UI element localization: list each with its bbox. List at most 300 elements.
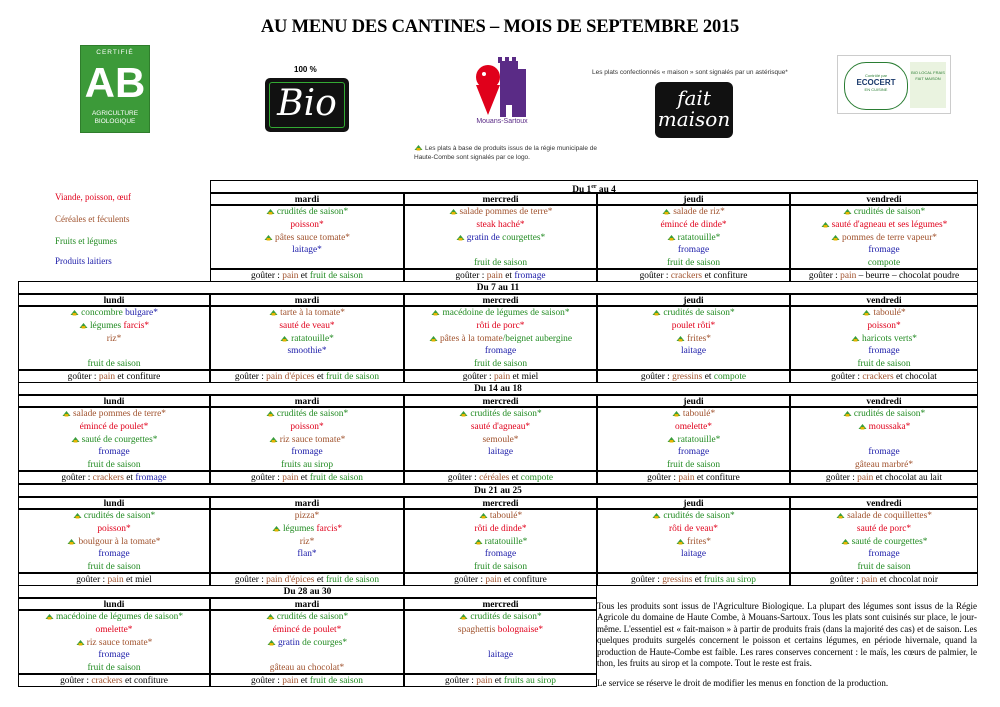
gouter-text: pain	[282, 270, 299, 281]
gouter-text: pain d'épices	[266, 371, 315, 382]
menu-line	[19, 345, 209, 358]
menu-item-text: fromage	[868, 245, 900, 256]
menu-item-text: concombre	[81, 308, 126, 319]
gouter-text: goûter :	[76, 574, 108, 585]
regie-leaf-icon	[70, 308, 79, 315]
menu-line	[211, 434, 403, 447]
gouter-text: pain	[485, 574, 502, 585]
mouans-sartoux-label: Mouans-Sartoux	[476, 118, 528, 125]
menu-line	[598, 446, 789, 459]
day-header: mardi	[210, 497, 404, 510]
gouter-cell	[404, 674, 597, 687]
day-menu	[790, 509, 978, 573]
day-menu	[790, 205, 978, 269]
gouter-text: goûter :	[251, 675, 283, 686]
menu-line	[19, 307, 209, 320]
menu-line	[19, 408, 209, 421]
menu-line	[791, 421, 977, 434]
menu-line	[19, 561, 209, 573]
gouter-text: gressins	[672, 371, 703, 382]
gouter-text: goûter :	[447, 472, 480, 483]
menu-line	[598, 257, 789, 269]
menu-line	[598, 320, 789, 333]
gouter-text: fruit de saison	[309, 675, 363, 686]
menu-line	[405, 662, 596, 674]
menu-line	[791, 232, 977, 245]
fm-line2: maison	[657, 107, 731, 131]
gouter-text: céréales	[479, 472, 510, 483]
gouter-text: et	[492, 675, 504, 686]
menu-item-text: gâteau au chocolat*	[269, 663, 345, 674]
menu-item-text: /beignet aubergine	[502, 333, 573, 344]
menu-line	[405, 333, 596, 346]
menu-line	[19, 523, 209, 536]
menu-line	[405, 320, 596, 333]
menu-line	[211, 307, 403, 320]
menu-line	[405, 548, 596, 561]
regie-leaf-icon	[264, 233, 273, 240]
regie-leaf-icon	[266, 207, 275, 214]
menu-item-text: fruit de saison	[87, 460, 141, 471]
menu-item-text: bulgare*	[125, 308, 158, 319]
menu-line	[19, 637, 209, 650]
menu-line	[598, 548, 789, 561]
day-header: vendredi	[790, 193, 978, 206]
menu-line	[19, 333, 209, 346]
day-menu	[597, 205, 790, 269]
menu-item-text: fromage	[868, 549, 900, 560]
menu-line	[211, 358, 403, 370]
ab-sub1: AGRICULTURE	[91, 110, 139, 117]
gouter-cell	[404, 471, 597, 484]
menu-line	[211, 523, 403, 536]
menu-line	[19, 611, 209, 624]
gouter-text: compote	[520, 472, 554, 483]
day-header: mercredi	[404, 497, 597, 510]
menu-line	[19, 662, 209, 674]
menu-item-text: crudités de saison*	[470, 612, 542, 623]
menu-line	[19, 536, 209, 549]
menu-item-text: fromage	[868, 346, 900, 357]
gouter-text: et	[298, 270, 310, 281]
menu-line	[405, 244, 596, 257]
gouter-text: et chocolat noir	[877, 574, 939, 585]
day-menu	[210, 407, 404, 471]
regie-note	[414, 144, 614, 162]
menu-line	[598, 358, 789, 370]
regie-leaf-icon	[456, 233, 465, 240]
day-menu	[790, 407, 978, 471]
mouans-sartoux-logo	[468, 55, 536, 135]
ecocert-small2: EN CUISINE	[864, 87, 888, 92]
regie-leaf-icon	[266, 409, 275, 416]
gouter-text: et chocolat	[893, 371, 937, 382]
gouter-text: fruit de saison	[325, 371, 380, 382]
menu-line	[598, 523, 789, 536]
menu-item-text: taboulé*	[873, 308, 906, 319]
menu-line	[405, 536, 596, 549]
menu-line	[791, 561, 977, 573]
menu-line	[405, 649, 596, 662]
menu-item-text: crudités de saison*	[853, 207, 926, 218]
day-menu	[597, 407, 790, 471]
menu-item-text: fruit de saison	[87, 663, 141, 674]
menu-item-text: riz*	[299, 536, 315, 547]
gouter-text: gressins	[662, 574, 693, 585]
week-header	[18, 382, 978, 395]
menu-line	[19, 548, 209, 561]
day-header: mardi	[210, 193, 404, 206]
ecocert-logo	[837, 55, 951, 114]
menu-item-text: laitage	[681, 549, 706, 560]
menu-item-text: steak haché*	[476, 220, 525, 231]
menu-line	[598, 510, 789, 523]
menu-line	[211, 624, 403, 637]
day-menu	[210, 306, 404, 370]
gouter-text: et confiture	[501, 574, 547, 585]
menu-item-text: laitage*	[292, 245, 322, 256]
menu-line	[19, 446, 209, 459]
menu-item-text: fromage	[98, 447, 130, 458]
menu-line	[791, 358, 977, 370]
mouans-sartoux-emblem-icon	[468, 55, 536, 117]
regie-leaf-icon	[843, 207, 852, 214]
gouter-cell	[210, 573, 404, 586]
menu-line	[405, 446, 596, 459]
regie-leaf-icon	[429, 334, 438, 341]
day-menu	[18, 306, 210, 370]
menu-line	[405, 219, 596, 232]
week-header	[210, 180, 978, 193]
menu-item-text: ratatouille*	[291, 333, 334, 344]
gouter-cell	[404, 370, 597, 383]
week-title: Du 21 au 25	[474, 486, 522, 496]
menu-line	[405, 345, 596, 358]
gouter-text: goûter :	[808, 270, 841, 281]
regie-leaf-icon	[652, 511, 661, 518]
menu-item-text: crudités de saison*	[663, 511, 735, 522]
gouter-text: goûter :	[462, 371, 494, 382]
menu-item-text: pommes de terre vapeur*	[841, 232, 937, 243]
menu-line	[791, 408, 977, 421]
regie-leaf-icon	[269, 435, 278, 442]
menu-line	[211, 662, 403, 674]
menu-line	[791, 244, 977, 257]
day-menu	[210, 509, 404, 573]
gouter-text: goûter :	[829, 574, 862, 585]
week-title: Du 7 au 11	[476, 283, 520, 293]
gouter-text: et miel	[510, 371, 539, 382]
gouter-text: goûter :	[61, 472, 93, 483]
regie-leaf-icon	[676, 334, 685, 341]
menu-item-text: gâteau marbré*	[854, 460, 914, 471]
gouter-cell	[210, 269, 404, 282]
gouter-text: pain	[493, 371, 511, 382]
regie-leaf-icon	[676, 537, 685, 544]
menu-item-text: fromage	[484, 549, 517, 560]
gouter-text: goûter :	[251, 270, 283, 281]
menu-item-text: omelette*	[95, 625, 133, 636]
regie-leaf-icon	[662, 207, 671, 214]
menu-line	[19, 649, 209, 662]
menu-line	[598, 307, 789, 320]
gouter-text: goûter :	[831, 371, 863, 382]
gouter-text: et	[509, 472, 521, 483]
regie-leaf-icon	[843, 409, 852, 416]
menu-item-text: riz sauce tomate*	[279, 434, 346, 445]
menu-line	[19, 624, 209, 637]
menu-line	[19, 421, 209, 434]
day-menu	[404, 610, 597, 674]
menu-item-text: poisson*	[97, 524, 131, 535]
day-header: mardi	[210, 598, 404, 611]
regie-leaf-icon	[62, 409, 71, 416]
menu-line	[598, 219, 789, 232]
menu-item-text: fruit de saison	[473, 258, 528, 269]
gouter-text: fruit de saison	[325, 574, 380, 585]
gouter-cell	[18, 674, 210, 687]
menu-line	[211, 320, 403, 333]
menu-line	[405, 523, 596, 536]
day-header: mardi	[210, 294, 404, 307]
menu-item-text: sauté de porc*	[856, 524, 912, 535]
menu-line	[211, 561, 403, 573]
gouter-cell	[18, 573, 210, 586]
legend-item: Produits laitiers	[55, 256, 112, 266]
gouter-cell	[404, 573, 597, 586]
gouter-text: et confiture	[702, 270, 748, 281]
menu-line	[405, 434, 596, 447]
menu-item-text: semoule*	[482, 434, 519, 445]
gouter-text: goûter :	[445, 675, 477, 686]
menu-line	[598, 333, 789, 346]
day-header: mercredi	[404, 193, 597, 206]
menu-item-text: légumes	[282, 524, 317, 535]
menu-item-text: haricots verts*	[862, 333, 917, 344]
gouter-cell	[18, 370, 210, 383]
gouter-text: et	[692, 574, 704, 585]
menu-item-text: gratin	[277, 637, 300, 648]
gouter-text: goûter :	[825, 472, 858, 483]
menu-line	[211, 421, 403, 434]
regie-leaf-icon	[76, 638, 85, 645]
regie-leaf-icon	[272, 524, 281, 531]
gouter-text: pain	[861, 574, 878, 585]
menu-line	[19, 434, 209, 447]
gouter-cell	[210, 370, 404, 383]
gouter-text: fruit de saison	[309, 472, 363, 483]
menu-item-text: bolognaise*	[497, 625, 544, 636]
menu-item-text: fruit de saison	[87, 562, 141, 573]
menu-item-text: taboulé*	[682, 409, 716, 420]
menu-line	[211, 649, 403, 662]
bio-logo-text: Bio	[277, 83, 337, 124]
menu-line	[211, 333, 403, 346]
gouter-text: pain	[486, 270, 503, 281]
regie-leaf-icon	[267, 638, 276, 645]
regie-leaf-icon	[652, 308, 661, 315]
gouter-text: et confiture	[115, 371, 161, 382]
menu-line	[405, 637, 596, 650]
menu-item-text: spaghettis	[457, 625, 498, 636]
day-menu	[210, 610, 404, 674]
gouter-text: pain	[98, 371, 116, 382]
regie-leaf-icon	[280, 334, 289, 341]
regie-leaf-icon	[851, 334, 860, 341]
menu-item-text: laitage	[488, 650, 513, 661]
menu-item-text: courgettes*	[502, 232, 546, 243]
menu-item-text: fruit de saison	[857, 359, 911, 370]
menu-line	[405, 257, 596, 269]
ecocert-right-panel	[910, 62, 946, 108]
menu-line	[405, 510, 596, 523]
day-header: jeudi	[597, 193, 790, 206]
menu-item-text: macédoine de légumes de saison*	[442, 308, 570, 319]
gouter-cell	[597, 370, 790, 383]
menu-item-text: omelette*	[675, 422, 712, 433]
day-menu	[790, 306, 978, 370]
menu-item-text: fruit de saison	[666, 460, 721, 471]
fait-maison-text	[655, 88, 733, 130]
menu-item-text: salade de coquillettes*	[847, 511, 932, 522]
gouter-text: pain	[840, 270, 857, 281]
regie-leaf-icon	[862, 308, 871, 315]
regie-note-text: Les plats à base de produits issus de la régie municipale de Haute-Combe sont signalés par ce logo.	[414, 145, 597, 161]
gouter-text: goûter :	[640, 371, 673, 382]
ab-logo	[80, 45, 150, 133]
day-header: mercredi	[404, 598, 597, 611]
menu-item-text: sauté d'agneau et ses légumes*	[831, 220, 948, 231]
menu-line	[791, 548, 977, 561]
menu-line	[598, 408, 789, 421]
regie-leaf-icon	[831, 233, 840, 240]
menu-item-text: poisson*	[290, 220, 324, 231]
menu-line	[405, 358, 596, 370]
menu-line	[791, 219, 977, 232]
menu-item-text: fromage	[291, 447, 323, 458]
menu-line	[791, 320, 977, 333]
day-menu	[18, 509, 210, 573]
menu-line	[598, 345, 789, 358]
menu-line	[598, 459, 789, 471]
gouter-text: pain	[282, 675, 299, 686]
menu-line	[211, 446, 403, 459]
menu-item-text: riz sauce tomate*	[86, 637, 153, 648]
gouter-cell	[210, 674, 404, 687]
menu-line	[598, 421, 789, 434]
regie-leaf-icon	[836, 511, 845, 518]
menu-line	[405, 561, 596, 573]
menu-line	[791, 510, 977, 523]
gouter-text: crackers	[92, 472, 124, 483]
fait-maison-note: Les plats confectionnés « maison » sont signalés par un astérisque*	[592, 69, 788, 76]
menu-line	[791, 536, 977, 549]
gouter-cell	[210, 471, 404, 484]
legend-item: Viande, poisson, œuf	[55, 192, 131, 202]
day-menu	[18, 610, 210, 674]
menu-line	[791, 434, 977, 447]
menu-line	[791, 206, 977, 219]
gouter-text: pain d'épices	[266, 574, 315, 585]
menu-item-text: taboulé*	[489, 511, 523, 522]
menu-line	[405, 611, 596, 624]
gouter-cell	[597, 573, 790, 586]
menu-line	[791, 446, 977, 459]
regie-leaf-icon	[667, 233, 676, 240]
gouter-text: crackers	[91, 675, 123, 686]
menu-item-text: frites*	[687, 536, 711, 547]
gouter-text: fromage	[514, 270, 546, 281]
day-header: lundi	[18, 294, 210, 307]
menu-item-text: compote	[867, 258, 901, 269]
menu-item-text: sauté d'agneau*	[470, 422, 531, 433]
menu-item-text: tarte à la tomate*	[280, 308, 345, 319]
gouter-text: pain	[282, 472, 299, 483]
menu-item-text: fruit de saison	[473, 359, 528, 370]
menu-item-text: émincé de dinde*	[660, 220, 727, 231]
menu-item-text: de courges*	[299, 637, 348, 648]
menu-item-text: émincé de poulet*	[79, 422, 149, 433]
menu-line	[211, 219, 403, 232]
menu-item-text: fromage	[868, 447, 900, 458]
gouter-text: goûter :	[639, 270, 671, 281]
day-header: lundi	[18, 497, 210, 510]
ecocert-badge	[844, 62, 908, 110]
menu-line	[405, 206, 596, 219]
menu-item-text: fromage	[677, 447, 710, 458]
gouter-text: et	[298, 675, 310, 686]
day-menu	[210, 205, 404, 269]
gouter-text: goûter :	[455, 270, 487, 281]
regie-leaf-icon	[45, 612, 54, 619]
menu-item-text: fromage	[484, 346, 517, 357]
menu-item-text: fruits au sirop	[280, 460, 334, 471]
gouter-text: goûter :	[60, 675, 92, 686]
regie-leaf-icon	[858, 422, 867, 429]
day-menu	[18, 407, 210, 471]
menu-item-text: moussaka*	[868, 422, 911, 433]
menu-item-text: fromage	[98, 549, 130, 560]
week-header	[18, 484, 978, 497]
menu-item-text: flan*	[297, 549, 317, 560]
menu-line	[598, 206, 789, 219]
menu-item-text: crudités de saison*	[663, 308, 735, 319]
week-title: Du 28 au 30	[283, 587, 332, 597]
gouter-text: pain	[107, 574, 124, 585]
menu-item-text: laitage	[681, 346, 706, 357]
gouter-text: compote	[713, 371, 747, 382]
disclaimer: Le service se réserve le droit de modifier les menus en fonction de la production.	[597, 678, 889, 688]
gouter-text: goûter :	[251, 472, 283, 483]
day-header: jeudi	[597, 497, 790, 510]
day-menu	[404, 509, 597, 573]
menu-line	[211, 510, 403, 523]
menu-line	[598, 434, 789, 447]
gouter-text: goûter :	[234, 371, 267, 382]
menu-item-text: fruit de saison	[666, 258, 721, 269]
gouter-text: fruit de saison	[309, 270, 363, 281]
week-header	[18, 281, 978, 294]
week-title: Du 1	[572, 185, 592, 193]
day-header: lundi	[18, 598, 210, 611]
ab-sub2: BIOLOGIQUE	[94, 118, 136, 125]
gouter-cell	[597, 269, 790, 282]
week-title: Du 14 au 18	[474, 384, 522, 394]
menu-item-text: pâtes à la tomate	[439, 333, 503, 344]
regie-leaf-icon	[479, 511, 488, 518]
menu-item-text: fruit de saison	[473, 562, 528, 573]
bio-percent: 100 %	[294, 65, 317, 74]
